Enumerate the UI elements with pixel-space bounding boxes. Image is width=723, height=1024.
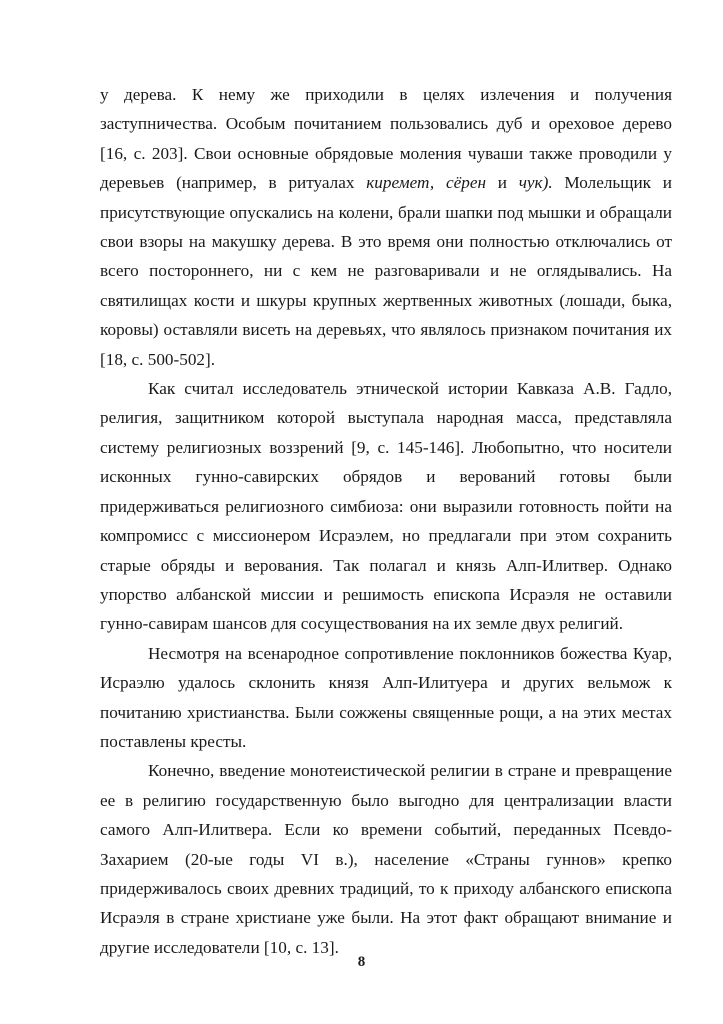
paragraph-1 bbox=[100, 80, 672, 374]
paragraph-4-text: Конечно, введение монотеистической религии в стране и превращение ее в религию государственную было выгодно для централизации власти самого Алп-Илитвера. Если ко времени событий, переданных Псевдо-Захарием (20-ые годы VI в.), население «Страны гуннов» крепко придерживалось своих древних традиций, то к приходу албанского епископа Исраэля в стране христиане уже были. На этот факт обращают внимание и другие исследователи [10, с. 13]. bbox=[100, 761, 672, 957]
paragraph-1-text: Молельщик и присутствующие опускались на колени, брали шапки под мышки и обращали свои взоры на макушку дерева. В это время они полностью отключались от всего постороннего, ни с кем не разговаривали и не оглядывались. На святилищах кости и шкуры крупных жертвенных животных (лошади, быка, коровы) оставляли висеть на деревьях, что являлось признаком почитания их [18, с. 500-502]. bbox=[100, 173, 673, 369]
paragraph-4 bbox=[100, 756, 672, 962]
paragraph-1-italic-term: чук). bbox=[518, 173, 553, 193]
body-text bbox=[100, 80, 672, 962]
paragraph-3 bbox=[100, 639, 672, 757]
paragraph-1-italic-term: киремет, сёрен bbox=[366, 173, 486, 193]
paragraph-1-text: и bbox=[485, 173, 519, 193]
paragraph-2 bbox=[100, 374, 672, 639]
page-number: 8 bbox=[357, 954, 366, 970]
paragraph-2-text: Как считал исследователь этнической истории Кавказа А.В. Гадло, религия, защитником которой выступала народная масса, представляла систему религиозных воззрений [9, с. 145-146]. Любопытно, что носители исконных гунно-савирских обрядов и верований готовы были придерживаться религиозного симбиоза: они выразили готовность пойти на компромисс с миссионером Исраэлем, но предлагали при этом сохранить старые обряды и верования. Так полагал и князь Алп-Илитвер. Однако упорство албанской миссии и решимость епископа Исраэля не оставили гунно-савирам шансов для сосуществования на их земле двух религий. bbox=[100, 379, 672, 634]
paragraph-3-text: Несмотря на всенародное сопротивление поклонников божества Куар, Исраэлю удалось склонить князя Алп-Илитуера и других вельмож к почитанию христианства. Были сожжены священные рощи, а на этих местах поставлены кресты. bbox=[100, 643, 672, 751]
paragraph-1-text: у дерева. К нему же приходили в целях излечения и получения заступничества. Особым почитанием пользовались дуб и ореховое дерево [16, с. 203]. Свои основные обрядовые моления чуваши также проводили у деревьев (например, в ритуалах bbox=[100, 85, 672, 193]
